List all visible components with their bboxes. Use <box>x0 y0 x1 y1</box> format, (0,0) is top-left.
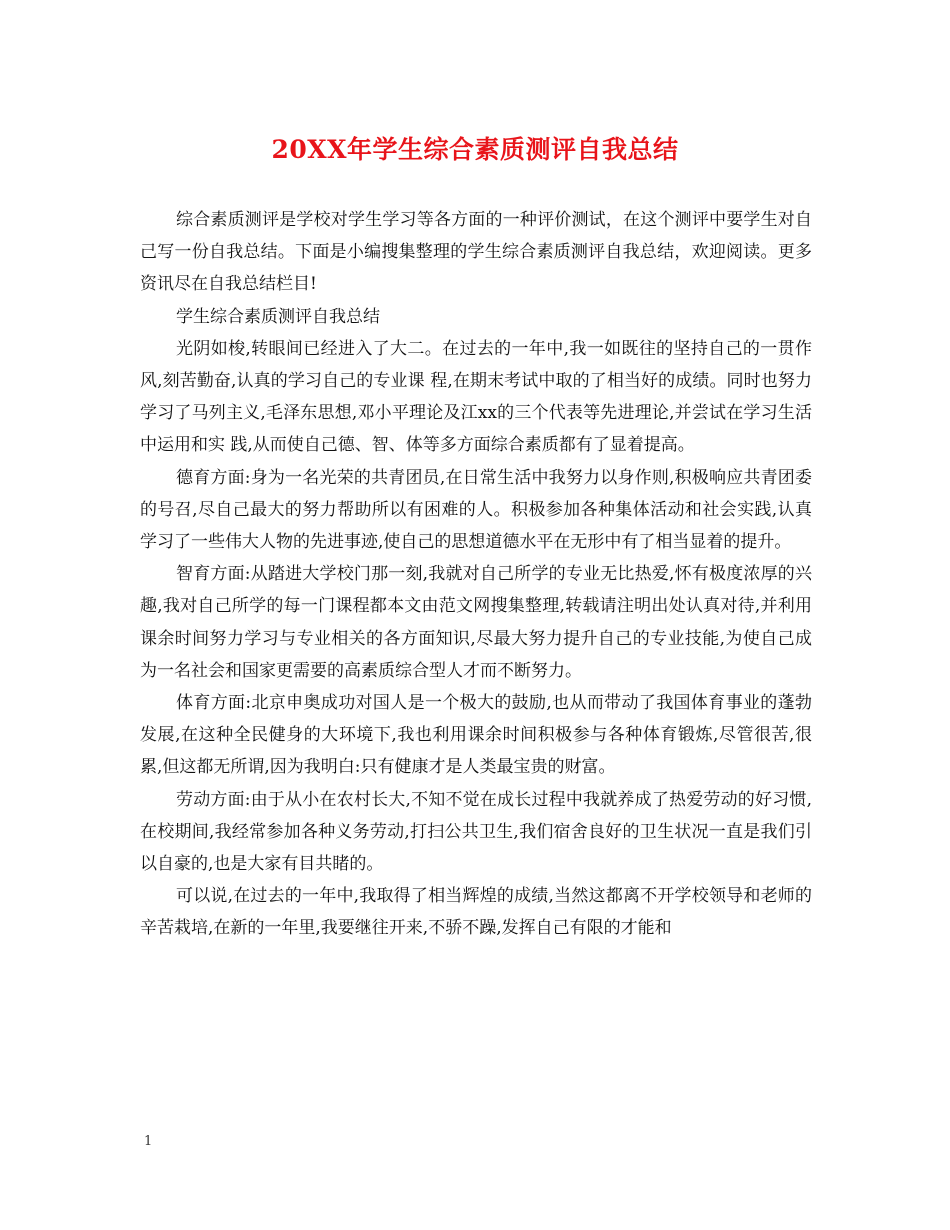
section-heading: 学生综合素质测评自我总结 <box>176 306 380 327</box>
intro-paragraph: 综合素质测评是学校对学生学习等各方面的一种评价测试，在这个测评中要学生对自己写一份自我总结。下面是小编搜集整理的学生综合素质测评自我总结，欢迎阅读。更多资讯尽在自我总结栏目! <box>140 210 812 295</box>
document-title: 20XX年学生综合素质测评自我总结 <box>271 135 679 164</box>
overview-paragraph: 光阴如梭,转眼间已经进入了大二。在过去的一年中,我一如既往的坚持自己的一贯作风,刻苦勤奋,认真的学习自己的专业课 程,在期末考试中取的了相当好的成绩。同时也努力学习了马列主义,毛泽东思想,邓小平理论及江xx的三个代表等先进理论,并尝试在学习生活中运用和实 践,从而使自己德、智、体等多方面综合素质都有了显着提高。 <box>140 338 812 456</box>
document-body <box>140 204 812 945</box>
labor-paragraph: 劳动方面:由于从小在农村长大,不知不觉在成长过程中我就养成了热爱劳动的好习惯,在校期间,我经常参加各种义务劳动,打扫公共卫生,我们宿舍良好的卫生状况一直是我们引以自豪的,也是大家有目共睹的。 <box>140 789 812 875</box>
page-number: 1 <box>144 1134 153 1149</box>
conclusion-paragraph: 可以说,在过去的一年中,我取得了相当辉煌的成绩,当然这都离不开学校领导和老师的辛苦栽培,在新的一年里,我要继往开来,不骄不躁,发挥自己有限的才能和 <box>140 886 812 939</box>
intellect-paragraph: 智育方面:从踏进大学校门那一刻,我就对自己所学的专业无比热爱,怀有极度浓厚的兴趣,我对自己所学的每一门课程都本文由范文网搜集整理,转载请注明出处认真对待,并利用课余时间努力学习与专业相关的各方面知识,尽最大努力提升自己的专业技能,为使自己成为一名社会和国家更需要的高素质综合型人才而不断努力。 <box>140 564 812 681</box>
sports-paragraph: 体育方面:北京申奥成功对国人是一个极大的鼓励,也从而带动了我国体育事业的蓬勃发展,在这种全民健身的大环境下,我也利用课余时间积极参与各种体育锻炼,尽管很苦,很累,但这都无所谓,因为我明白:只有健康才是人类最宝贵的财富。 <box>140 693 812 778</box>
moral-paragraph: 德育方面:身为一名光荣的共青团员,在日常生活中我努力以身作则,积极响应共青团委的号召,尽自己最大的努力帮助所以有困难的人。积极参加各种集体活动和社会实践,认真学习了一些伟大人物的先进事迹,使自己的思想道德水平在无形中有了相当显着的提升。 <box>140 467 812 553</box>
